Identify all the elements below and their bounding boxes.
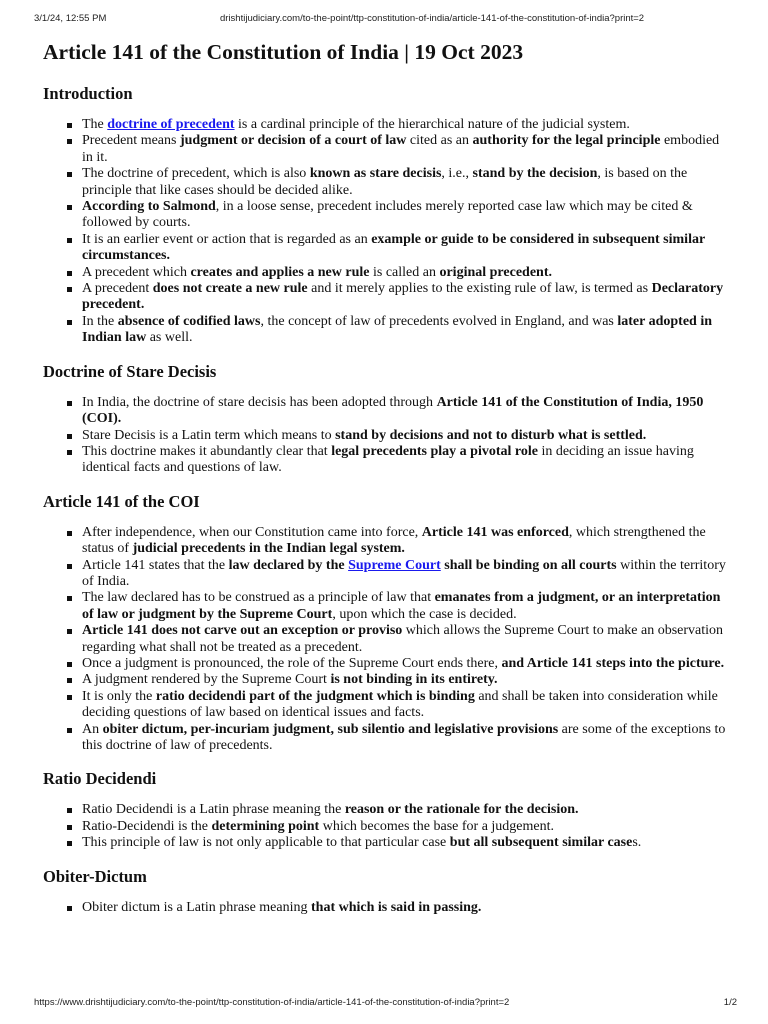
list-item: In the absence of codified laws, the concept of law of precedents evolved in England, and was later adopted in Indian law as well. (82, 314, 733, 347)
list-item: Stare Decisis is a Latin term which means to stand by decisions and not to disturb what is settled. (82, 428, 733, 444)
list-item: Article 141 does not carve out an exception or proviso which allows the Supreme Court to make an observation regarding what shall not be treated as a precedent. (82, 623, 733, 656)
section-heading-introduction: Introduction (43, 84, 133, 103)
list-item: Precedent means judgment or decision of a court of law cited as an authority for the legal principle embodied in it. (82, 133, 733, 166)
print-footer-url: https://www.drishtijudiciary.com/to-the-point/ttp-constitution-of-india/article-141-of-the-constitution-of-india?print=2 (34, 997, 510, 1008)
list-item: In India, the doctrine of stare decisis has been adopted through Article 141 of the Constitution of India, 1950 (COI). (82, 395, 733, 428)
introduction-list (43, 117, 733, 347)
list-item: A precedent which creates and applies a new rule is called an original precedent. (82, 265, 733, 281)
ratio-decidendi-list (43, 802, 733, 851)
supreme-court-link[interactable]: Supreme Court (348, 557, 441, 573)
article-content (43, 38, 733, 930)
print-header-url: drishtijudiciary.com/to-the-point/ttp-constitution-of-india/article-141-of-the-constitution-of-india?print=2 (220, 13, 645, 24)
list-item: Once a judgment is pronounced, the role of the Supreme Court ends there, and Article 141 steps into the picture. (82, 656, 733, 672)
page-title: Article 141 of the Constitution of India | 19 Oct 2023 (43, 40, 524, 64)
list-item: It is only the ratio decidendi part of the judgment which is binding and shall be taken into consideration while deciding questions of law based on identical issues and facts. (82, 689, 733, 722)
list-item: After independence, when our Constitution came into force, Article 141 was enforced, which strengthened the status of judicial precedents in the Indian legal system. (82, 525, 733, 558)
obiter-dictum-list (43, 900, 733, 916)
section-heading-article-141: Article 141 of the COI (43, 491, 200, 511)
list-item: A precedent does not create a new rule and it merely applies to the existing rule of law, is termed as Declaratory precedent. (82, 281, 733, 314)
list-item: Article 141 states that the law declared by the Supreme Court shall be binding on all courts within the territory of India. (82, 558, 733, 591)
list-item: This principle of law is not only applicable to that particular case but all subsequent similar cases. (82, 835, 733, 851)
list-item: Ratio Decidendi is a Latin phrase meaning the reason or the rationale for the decision. (82, 802, 733, 818)
page-number: 1/2 (723, 997, 737, 1008)
section-heading-stare-decisis: Doctrine of Stare Decisis (43, 361, 217, 381)
list-item: According to Salmond, in a loose sense, precedent includes merely reported case law which may be cited & followed by courts. (82, 199, 733, 232)
article-141-list (43, 525, 733, 755)
list-item: The law declared has to be construed as a principle of law that emanates from a judgment, or an interpretation of law or judgment by the Supreme Court, upon which the case is decided. (82, 590, 733, 623)
list-item: Obiter dictum is a Latin phrase meaning that which is said in passing. (82, 900, 733, 916)
stare-decisis-list (43, 395, 733, 477)
section-heading-ratio-decidendi: Ratio Decidendi (43, 769, 157, 789)
doctrine-of-precedent-link[interactable]: doctrine of precedent (107, 117, 235, 132)
list-item: An obiter dictum, per-incuriam judgment, sub silentio and legislative provisions are some of the exceptions to this doctrine of law of precedents. (82, 722, 733, 755)
list-item: A judgment rendered by the Supreme Court is not binding in its entirety. (82, 672, 733, 688)
list-item: This doctrine makes it abundantly clear that legal precedents play a pivotal role in deciding an issue having identical facts and questions of law. (82, 444, 733, 477)
print-datetime: 3/1/24, 12:55 PM (34, 13, 107, 24)
list-item: The doctrine of precedent, which is also known as stare decisis, i.e., stand by the decision, is based on the principle that like cases should be decided alike. (82, 166, 733, 199)
list-item: The doctrine of precedent is a cardinal principle of the hierarchical nature of the judicial system. (82, 117, 733, 133)
section-heading-obiter-dictum: Obiter-Dictum (43, 866, 147, 886)
list-item: Ratio-Decidendi is the determining point which becomes the base for a judgement. (82, 819, 733, 835)
list-item: It is an earlier event or action that is regarded as an example or guide to be considered in subsequent similar circumstances. (82, 232, 733, 265)
